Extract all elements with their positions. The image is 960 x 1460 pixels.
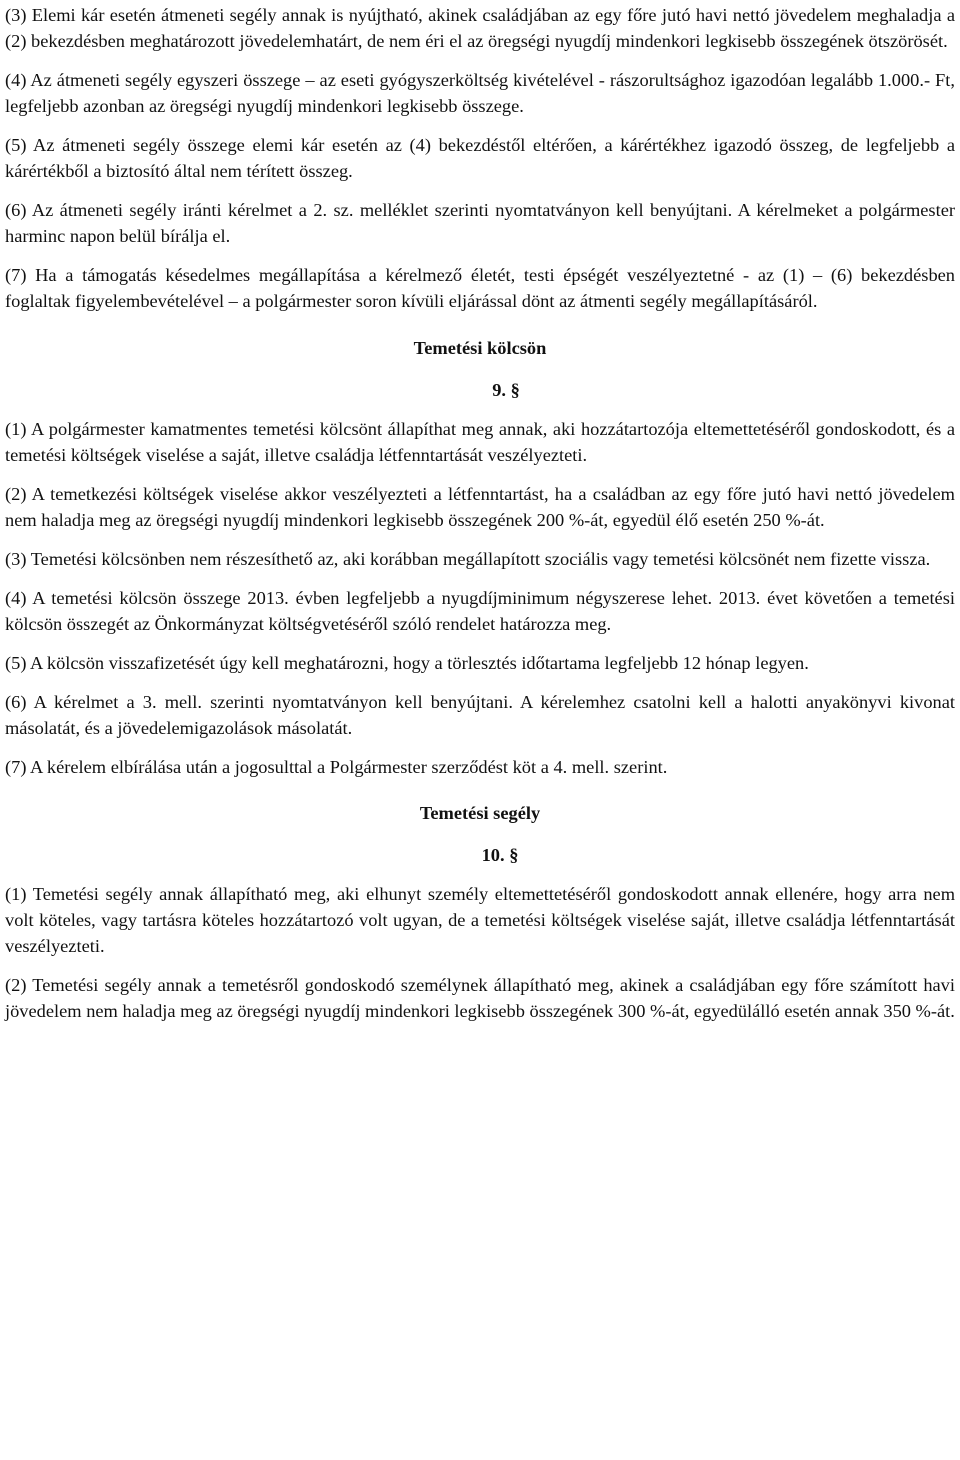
section-heading-temetesi-kolcson: Temetési kölcsön xyxy=(413,338,547,358)
kolcson-paragraph-6: (6) A kérelmet a 3. mell. szerinti nyomtatványon kell benyújtani. A kérelemhez csatolni kell a halotti anyakönyvi kivonat másolatát, és a jövedelemigazolások másolatát. xyxy=(5,692,955,738)
segely-paragraph-2: (2) Temetési segély annak a temetésről gondoskodó személynek állapítható meg, akinek a családjában egy főre számított havi jövedelem nem haladja meg az öregségi nyugdíj mindenkori legkisebb összegének 300 %-át, egyedülálló esetén annak 350 %-át. xyxy=(5,975,955,1021)
section-heading-temetesi-segely: Temetési segély xyxy=(419,803,541,823)
section-number-9: 9. § xyxy=(492,380,520,400)
paragraph-5: (5) Az átmeneti segély összege elemi kár esetén az (4) bekezdéstől eltérően, a kárértékhez igazodó összeg, de legfeljebb a kárértékből a biztosító által nem térített összeg. xyxy=(5,135,955,181)
paragraph-4: (4) Az átmeneti segély egyszeri összege – az eseti gyógyszerköltség kivételével - rászorultsághoz igazodóan legalább 1.000.- Ft, legfeljebb azonban az öregségi nyugdíj mindenkori legkisebb összege. xyxy=(5,70,955,116)
kolcson-paragraph-7: (7) A kérelem elbírálása után a jogosulttal a Polgármester szerződést köt a 4. mell. szerint. xyxy=(5,757,668,777)
kolcson-paragraph-5: (5) A kölcsön visszafizetését úgy kell meghatározni, hogy a törlesztés időtartama legfeljebb 12 hónap legyen. xyxy=(5,653,809,673)
paragraph-7: (7) Ha a támogatás késedelmes megállapítása a kérelmező életét, testi épségét veszélyeztetné - az (1) – (6) bekezdésben foglaltak figyelembevételével – a polgármester soron kívüli eljárással dönt az átmenti segély megállapításáról. xyxy=(5,265,955,311)
paragraph-3: (3) Elemi kár esetén átmeneti segély annak is nyújtható, akinek családjában az egy főre jutó havi nettó jövedelem meghaladja a (2) bekezdésben meghatározott jövedelemhatárt, de nem éri el az öregségi nyugdíj mindenkori legkisebb összegének ötszörösét. xyxy=(5,5,955,51)
paragraph-6: (6) Az átmeneti segély iránti kérelmet a 2. sz. melléklet szerinti nyomtatványon kell benyújtani. A kérelmeket a polgármester harminc napon belül bírálja el. xyxy=(5,200,955,246)
section-number-10: 10. § xyxy=(481,845,519,865)
segely-paragraph-1: (1) Temetési segély annak állapítható meg, aki elhunyt személy eltemettetéséről gondoskodott annak ellenére, hogy arra nem volt köteles, vagy tartásra köteles hozzátartozó volt ugyan, de a temetési költségek viselése saját, illetve családja létfenntartását veszélyezteti. xyxy=(5,884,955,956)
kolcson-paragraph-1: (1) A polgármester kamatmentes temetési kölcsönt állapíthat meg annak, aki hozzátartozója eltemettetéséről gondoskodott, és a temetési költségek viselése a saját, illetve családja létfenntartását veszélyezteti. xyxy=(5,419,955,465)
kolcson-paragraph-4: (4) A temetési kölcsön összege 2013. évben legfeljebb a nyugdíjminimum négyszerese lehet. 2013. évet követően a temetési kölcsön összegét az Önkormányzat költségvetéséről szóló rendelet határozza meg. xyxy=(5,588,955,634)
kolcson-paragraph-3: (3) Temetési kölcsönben nem részesíthető az, aki korábban megállapított szociális vagy temetési kölcsönét nem fizette vissza. xyxy=(5,549,931,569)
kolcson-paragraph-2: (2) A temetkezési költségek viselése akkor veszélyezteti a létfenntartást, ha a családban az egy főre jutó havi nettó jövedelem nem haladja meg az öregségi nyugdíj mindenkori legkisebb összegének 200 %-át, egyedül élő esetén 250 %-át. xyxy=(5,484,955,530)
